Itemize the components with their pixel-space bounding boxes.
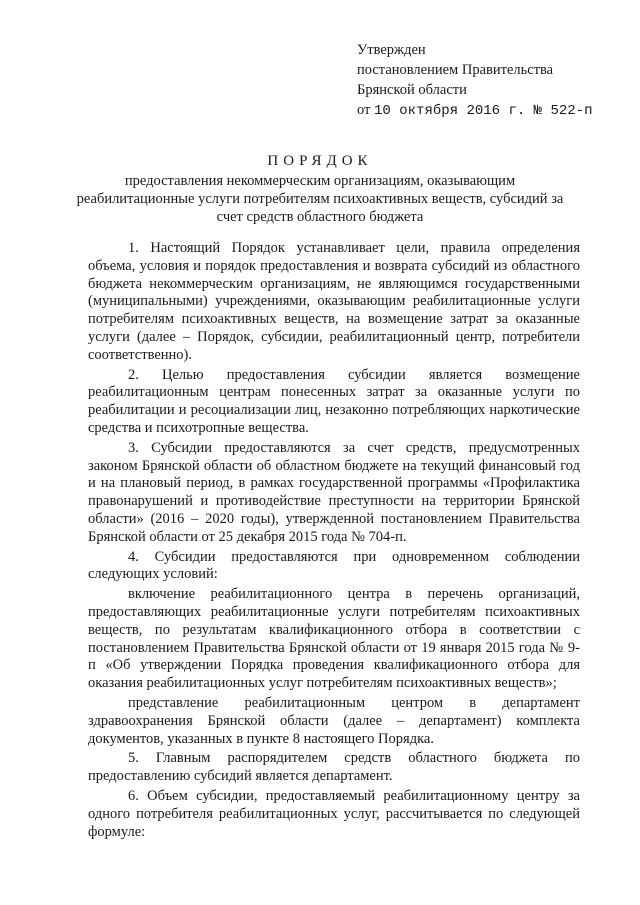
approval-date-number: 10 октября 2016 г. № 522-п (374, 103, 593, 119)
document-subtitle: предоставления некоммерческим организациям, оказывающим реабилитационные услуги потребителям психоактивных веществ, субсидий за счет средств областного бюджета (76, 173, 564, 225)
paragraph-5: 5. Главным распорядителем средств областного бюджета по предоставлению субсидий является департамент. (88, 750, 580, 785)
paragraph-6: 6. Объем субсидии, предоставляемый реабилитационному центру за одного потребителя реабилитационных услуг, рассчитывается по следующей формуле: (88, 787, 580, 840)
approval-block (357, 40, 592, 121)
paragraph-3: 3. Субсидии предоставляются за счет средств, предусмотренных законом Брянской области об областном бюджете на текущий финансовый год и на плановый период, в рамках государственной программы «Профилактика правонарушений и противодействие преступности на территории Брянской области» (2016 – 2020 годы), утвержденной постановлением Правительства Брянской области от 25 декабря 2015 года № 704-п. (88, 439, 580, 545)
paragraph-4-condition-1: включение реабилитационного центра в перечень организаций, предоставляющих реабилитационные услуги потребителям психоактивных веществ, по результатам квалификационного отбора в соответствии с постановлением Правительства Брянской области от 19 января 2015 года № 9-п «Об утверждении Порядка проведения квалификационного отбора для оказания реабилитационных услуг потребителям психоактивных веществ»; (88, 586, 580, 692)
document-title: ПОРЯДОК (267, 153, 373, 169)
paragraph-4: 4. Субсидии предоставляются при одновременном соблюдении следующих условий: (88, 548, 580, 583)
approval-line-region: Брянской области (357, 82, 467, 98)
document-body (88, 240, 580, 841)
approval-line-resolution: постановлением Правительства (357, 62, 554, 78)
paragraph-4-condition-2: представление реабилитационным центром в департамент здравоохранения Брянской области (далее – департамент) комплекта документов, указанных в пункте 8 настоящего Порядка. (88, 694, 580, 747)
approval-date-line (357, 100, 592, 121)
approval-line-approved: Утвержден (357, 42, 426, 58)
approval-date-prefix: от (357, 102, 371, 118)
paragraph-2: 2. Целью предоставления субсидии является возмещение реабилитационным центрам понесенных затрат за оказанные услуги по реабилитации и ресоциализации лиц, незаконно потребляющих наркотические средства и психотропные вещества. (88, 366, 580, 436)
paragraph-1: 1. Настоящий Порядок устанавливает цели, правила определения объема, условия и порядок предоставления и возврата субсидий из областного бюджета некоммерческим организациям, не являющимся государственными (муниципальными) учреждениями, оказывающим реабилитационные услуги потребителям психоактивных веществ, на возмещение затрат за оказанные услуги (далее – Порядок, субсидии, реабилитационный центр, потребители соответственно). (88, 240, 580, 363)
